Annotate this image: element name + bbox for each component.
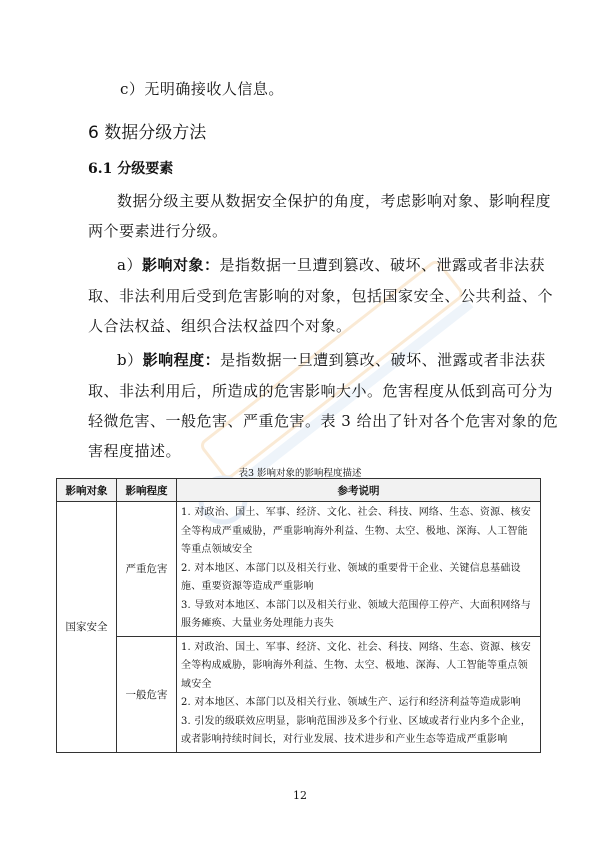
desc-line: 等重点领域安全 [181, 544, 253, 555]
table-row [57, 502, 541, 637]
desc-line: 域安全 [181, 678, 212, 690]
paragraph-a-rest: 是指数据一旦遭到篡改、破坏、泄露或者非法获 [219, 256, 545, 274]
paragraph-b-rest: 是指数据一旦遭到篡改、破坏、泄露或者非法获 [220, 351, 546, 369]
cell-degree-severe: 严重危害 [117, 502, 177, 637]
table-header-row [57, 479, 541, 502]
cell-degree-general: 一般危害 [117, 636, 177, 752]
desc-line: 全等构成严重威胁，严重影响海外利益、生物、太空、极地、深海、人工智能 [181, 525, 528, 537]
paragraph-b-line-4: 害程度描述。 [88, 442, 182, 460]
paragraph-b-term: 影响程度： [142, 351, 221, 369]
intro-line-1: 数据分级主要从数据安全保护的角度，考虑影响对象、影响程度 [117, 192, 552, 210]
desc-line: 施、重要资源等造成严重影响 [181, 581, 314, 592]
list-item-c: c）无明确接收人信息。 [120, 80, 284, 98]
desc-line: 2. 对本地区、本部门以及相关行业、领域生产、运行和经济利益等造成影响 [181, 697, 521, 708]
desc-line: 1. 对政治、国土、军事、经济、文化、社会、科技、网络、生态、资源、核安 [181, 507, 531, 518]
section-heading-6-1: 6.1 分级要素 [88, 161, 174, 177]
desc-line: 或者影响持续时间长，对行业发展、技术进步和产业生态等造成严重影响 [181, 734, 508, 745]
paragraph-a-term: 影响对象： [141, 256, 220, 274]
cell-desc-general [177, 636, 541, 752]
table-caption: 表3 影响对象的影响程度描述 [238, 468, 362, 479]
desc-line: 全等构成威胁，影响海外利益、生物、太空、极地、深海、人工智能等重点领 [181, 660, 528, 671]
page-number: 12 [293, 789, 307, 802]
desc-line: 2. 对本地区、本部门以及相关行业、领域的重要骨干企业、关键信息基础设 [181, 562, 521, 574]
paragraph-b-line-2: 取、非法利用后，所造成的危害影响大小。危害程度从低到高可分为 [88, 382, 554, 400]
paragraph-a-prefix: a） [117, 256, 142, 274]
desc-line: 1. 对政治、国土、军事、经济、文化、社会、科技、网络、生态、资源、核安 [181, 641, 531, 653]
header-reference-notes: 参考说明 [177, 479, 541, 502]
paragraph-b-line-1 [117, 349, 546, 370]
impact-table [56, 478, 541, 753]
header-impact-degree: 影响程度 [117, 479, 177, 502]
intro-line-2: 两个要素进行分级。 [88, 222, 228, 240]
section-heading-6: 6 数据分级方法 [88, 123, 207, 143]
header-impact-object: 影响对象 [57, 479, 117, 502]
paragraph-b-line-3: 轻微危害、一般危害、严重危害。表 3 给出了针对各个危害对象的危 [88, 412, 559, 430]
desc-line: 3. 引发的级联效应明显，影响范围涉及多个行业、区域或者行业内多个企业， [181, 715, 531, 727]
paragraph-a-line-3: 人合法权益、组织合法权益四个对象。 [88, 317, 352, 335]
paragraph-a-line-1 [117, 254, 545, 275]
desc-line: 3. 导致对本地区、本部门以及相关行业、领域大范围停工停产、大面积网络与 [181, 599, 531, 611]
paragraph-b-prefix: b） [117, 351, 143, 369]
table-row [57, 636, 541, 752]
desc-line: 服务瘫痪、大量业务处理能力丧失 [181, 618, 334, 629]
cell-desc-severe [177, 502, 541, 637]
paragraph-a-line-2: 取、非法利用后受到危害影响的对象，包括国家安全、公共利益、个 [88, 287, 554, 305]
cell-impact-object: 国家安全 [57, 502, 117, 753]
